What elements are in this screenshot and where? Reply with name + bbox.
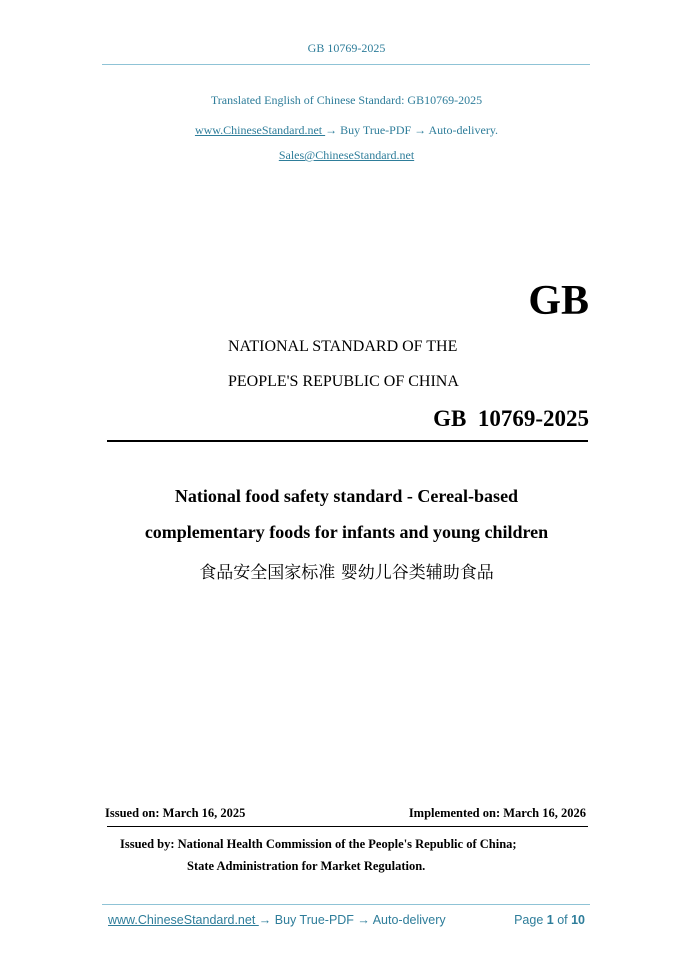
email-link[interactable]: Sales@ChineseStandard.net	[278, 148, 415, 162]
national-standard-line1: NATIONAL STANDARD OF THE	[228, 338, 458, 355]
page-total: 10	[571, 913, 585, 927]
page-label: Page	[514, 913, 547, 927]
dates-rule	[107, 826, 588, 827]
delivery-text: Auto-delivery.	[426, 123, 499, 137]
site-link[interactable]: www.ChineseStandard.net	[194, 123, 326, 137]
issued-by-line1: Issued by: National Health Commission of the People's Republic of China;	[120, 837, 517, 851]
arrow-right-icon: →	[325, 123, 338, 137]
footer-buy-line	[108, 913, 446, 927]
gb-mark: GB	[528, 278, 589, 324]
page-of: of	[553, 913, 572, 927]
footer-rule	[102, 904, 590, 905]
arrow-right-icon: →	[357, 913, 370, 927]
footer-site-link[interactable]: www.ChineseStandard.net	[108, 913, 259, 927]
issued-on: Issued on: March 16, 2025	[105, 806, 246, 820]
header-doc-code: GB 10769-2025	[307, 41, 386, 55]
title-en-line2: complementary foods for infants and young children	[144, 522, 549, 542]
arrow-right-icon: →	[258, 913, 272, 927]
buy-text: Buy True-PDF	[337, 123, 415, 137]
header-rule	[102, 64, 590, 65]
footer-buy-text: Buy True-PDF	[271, 913, 358, 927]
buy-line	[0, 123, 693, 138]
national-standard-line2: PEOPLE'S REPUBLIC OF CHINA	[228, 373, 459, 390]
footer-delivery-text: Auto-delivery	[369, 913, 446, 927]
title-rule	[107, 440, 588, 442]
email-line	[0, 148, 693, 163]
issued-by-line2: State Administration for Market Regulation.	[187, 859, 426, 873]
arrow-right-icon: →	[414, 123, 427, 137]
standard-number: GB 10769-2025	[433, 406, 589, 431]
translation-note: Translated English of Chinese Standard: GB10769-2025	[210, 93, 483, 107]
page-indicator	[514, 913, 585, 927]
page-current: 1	[546, 913, 554, 927]
title-cn: 食品安全国家标准 婴幼儿谷类辅助食品	[199, 563, 494, 583]
implemented-on: Implemented on: March 16, 2026	[408, 806, 586, 820]
title-en-line1: National food safety standard - Cereal-based	[174, 486, 519, 506]
